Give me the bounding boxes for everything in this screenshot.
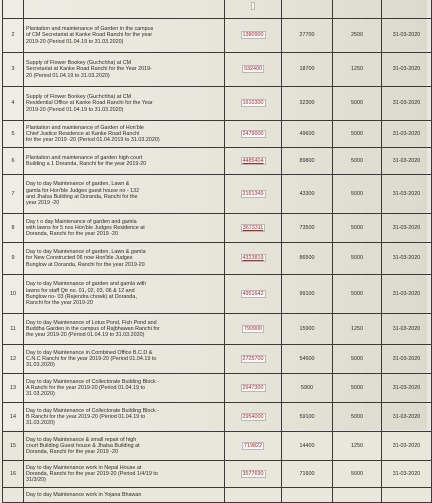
date-cell: 31-03-2020: [382, 314, 432, 345]
fee-cell: 5000: [333, 87, 382, 121]
amount-cell: [225, 461, 282, 488]
fee-cell: 5000: [333, 243, 382, 275]
amount-cell: [225, 432, 282, 461]
date-cell: [382, 0, 432, 19]
serial-number: 6: [3, 148, 24, 175]
table-row: [3, 314, 432, 345]
table-row: [3, 275, 432, 314]
earnest-money-cell: 43300: [282, 175, 333, 214]
amount-value: 4485404: [242, 157, 264, 164]
work-description: Day to day Maintenance & small repair of high court Building Guest house & Jhalsa Building at Doranda, Ranchi for the year 2019 -20: [24, 432, 225, 461]
earnest-money-cell: [282, 488, 333, 503]
work-description: [24, 0, 225, 19]
table-row: [3, 214, 432, 243]
table-row: [3, 432, 432, 461]
fee-cell: 5000: [333, 275, 382, 314]
work-description: Day to day Maintenance of Collectorate Building Block - A Ranchi for the year 2019-20 (Period 01.04.19 to 31.03.2020): [24, 374, 225, 403]
work-description: Plantation and maintenance of Garden of Hon'ble Chief Justice Residence at Kanke Road Ranchi for the year 2019 -20 (Period 01.04.2019 to 31.03.2020): [24, 121, 225, 148]
table-row: [3, 0, 432, 19]
date-cell: 31-03-2020: [382, 275, 432, 314]
work-description: Day to day Maintenance of Collectorate Building Block - B Ranchi for the year 2019-20 (Period 01.04.19 to 31.03.2020): [24, 403, 225, 432]
amount-cell: [225, 488, 282, 503]
amount-value: 719822: [244, 442, 262, 449]
serial-number: 4: [3, 87, 24, 121]
amount-value: 2479000: [242, 130, 264, 137]
amount-cell: [225, 403, 282, 432]
amount-cell: [225, 175, 282, 214]
work-description: Day to day Maintenance of garden, Lawn & gamla for New Constructed 06 now Hon'ble Judges Bunglow at Doranda, Ranchi for the year 2019-20: [24, 243, 225, 275]
earnest-money-cell: 71600: [282, 461, 333, 488]
amount-value: 3577690: [242, 470, 264, 477]
date-cell: 31-03-2020: [382, 403, 432, 432]
table-row: [3, 243, 432, 275]
amount-value: 4323819: [242, 255, 264, 262]
amount-cell: [225, 87, 282, 121]
amount-value: [251, 2, 255, 10]
table-row: [3, 403, 432, 432]
amount-value: 932400: [244, 66, 262, 73]
work-description: Day to day Maintenance work in Nepal House at Doranda, Ranchi for the year 2019-20 (Period 1/4/19 to 31/3/20): [24, 461, 225, 488]
amount-cell: [225, 214, 282, 243]
serial-number: 10: [3, 275, 24, 314]
fee-cell: 2500: [333, 19, 382, 53]
work-description: Day to day Maintenance of garden and gamla with lawns for staff Qtr no. 01, 02, 03, 06 & 12 and Bunglow no- 03 (Rajendra chowk) at Doranda, Ranchi for the year 2019-20: [24, 275, 225, 314]
work-description: Plantation and maintenance of Garden in the campus of CM Secretariat at Kanke Road Ranchi for the year 2019-20 (Period 01.04.19 to 31.03.2020): [24, 19, 225, 53]
date-cell: 31-03-2020: [382, 345, 432, 374]
amount-cell: [225, 53, 282, 87]
table-row: [3, 53, 432, 87]
earnest-money-cell: 89800: [282, 148, 333, 175]
serial-number: [3, 488, 24, 503]
date-cell: 31-03-2020: [382, 53, 432, 87]
serial-number: 9: [3, 243, 24, 275]
amount-cell: [225, 148, 282, 175]
amount-value: 1380900: [242, 32, 264, 39]
fee-cell: 5000: [333, 214, 382, 243]
fee-cell: 1250: [333, 432, 382, 461]
serial-number: 3: [3, 53, 24, 87]
work-description: Supply of Flower Bookey (Guchchha) at CM Residential Office at Kanke Road Ranchi for the Year 2019-20 (Period 01.04.19 to 31.03.2020): [24, 87, 225, 121]
fee-cell: 5000: [333, 121, 382, 148]
work-description: Day to day Maintenance work in Yojana Bhawan: [24, 488, 225, 503]
amount-cell: [225, 121, 282, 148]
date-cell: 31-03-2020: [382, 243, 432, 275]
date-cell: 31-03-2020: [382, 461, 432, 488]
table-row: [3, 175, 432, 214]
amount-cell: [225, 0, 282, 19]
amount-value: 2725700: [242, 355, 264, 362]
earnest-money-cell: 54600: [282, 345, 333, 374]
date-cell: 31-03-2020: [382, 148, 432, 175]
earnest-money-cell: 99100: [282, 275, 333, 314]
serial-number: [3, 0, 24, 19]
earnest-money-cell: 15900: [282, 314, 333, 345]
earnest-money-cell: 49600: [282, 121, 333, 148]
work-description: Day to day Maintenance of garden, Lawn & gamla for Hon'ble Judges guest house no - 132 and Jhalsa Building at Doranda, Ranchi for the year 2019 -20: [24, 175, 225, 214]
amount-cell: [225, 19, 282, 53]
amount-value: 4951642: [242, 290, 264, 297]
serial-number: 16: [3, 461, 24, 488]
tender-table: [2, 0, 432, 503]
serial-number: 13: [3, 374, 24, 403]
date-cell: 31-03-2020: [382, 19, 432, 53]
earnest-money-cell: 5900: [282, 374, 333, 403]
fee-cell: 5000: [333, 403, 382, 432]
fee-cell: 5000: [333, 461, 382, 488]
table-row: [3, 121, 432, 148]
date-cell: 31-03-2020: [382, 175, 432, 214]
serial-number: 14: [3, 403, 24, 432]
date-cell: 31-03-2020: [382, 87, 432, 121]
serial-number: 2: [3, 19, 24, 53]
fee-cell: 5000: [333, 175, 382, 214]
work-description: Plantation and maintenance of garden high court Building a 1 Doranda, Ranchi for the year 2019-20: [24, 148, 225, 175]
earnest-money-cell: 59100: [282, 403, 333, 432]
table-row: [3, 374, 432, 403]
work-description: Day to day Maintenance of Lotus Pond, Fish Pond and Buddha Garden in the campus of Rajbhawan Ranchi for the year 2019-20 (Period 01.04.19 to 31.03.2020): [24, 314, 225, 345]
amount-cell: [225, 374, 282, 403]
amount-value: 790900: [244, 325, 262, 332]
fee-cell: [333, 488, 382, 503]
table-row: [3, 87, 432, 121]
work-description: Supply of Flower Bookey (Guchchha) at CM Secretariat at Kanke Road Ranchi for the Year 2019- 20 (Period 01.04.19 to 31.03.2020): [24, 53, 225, 87]
serial-number: 12: [3, 345, 24, 374]
fee-cell: [333, 0, 382, 19]
amount-cell: [225, 345, 282, 374]
fee-cell: 5000: [333, 148, 382, 175]
amount-value: 2954000: [242, 413, 264, 420]
amount-value: 2947300: [242, 384, 264, 391]
amount-value: 2161349: [242, 190, 264, 197]
earnest-money-cell: 14400: [282, 432, 333, 461]
earnest-money-cell: 27700: [282, 19, 333, 53]
work-description: Day t o day Maintenance of garden and gamla with lawns for 5 nos Hon'ble Judges Residence at Doranda, Ranchi for the year 2019 -20: [24, 214, 225, 243]
date-cell: 31-03-2020: [382, 432, 432, 461]
earnest-money-cell: 18700: [282, 53, 333, 87]
fee-cell: 1250: [333, 53, 382, 87]
date-cell: 31-03-2020: [382, 214, 432, 243]
date-cell: [382, 488, 432, 503]
table-row: [3, 345, 432, 374]
earnest-money-cell: 32300: [282, 87, 333, 121]
earnest-money-cell: 86500: [282, 243, 333, 275]
table-row: [3, 488, 432, 503]
serial-number: 5: [3, 121, 24, 148]
table-row: [3, 461, 432, 488]
date-cell: 31-03-2020: [382, 121, 432, 148]
amount-value: 3673311: [242, 224, 264, 231]
serial-number: 15: [3, 432, 24, 461]
serial-number: 11: [3, 314, 24, 345]
fee-cell: 5000: [333, 374, 382, 403]
serial-number: 7: [3, 175, 24, 214]
date-cell: 31-03-2020: [382, 374, 432, 403]
amount-cell: [225, 275, 282, 314]
amount-cell: [225, 243, 282, 275]
amount-cell: [225, 314, 282, 345]
earnest-money-cell: 73500: [282, 214, 333, 243]
amount-value: 1610300: [242, 100, 264, 107]
table-row: [3, 148, 432, 175]
table-row: [3, 19, 432, 53]
fee-cell: 5000: [333, 345, 382, 374]
serial-number: 8: [3, 214, 24, 243]
earnest-money-cell: [282, 0, 333, 19]
fee-cell: 1250: [333, 314, 382, 345]
work-description: Day to day Maintenance in Combined Office B.C.D & C.N.C Ranchi for the year 2019-20 (Period 01.04.19 to 31.03.2020): [24, 345, 225, 374]
